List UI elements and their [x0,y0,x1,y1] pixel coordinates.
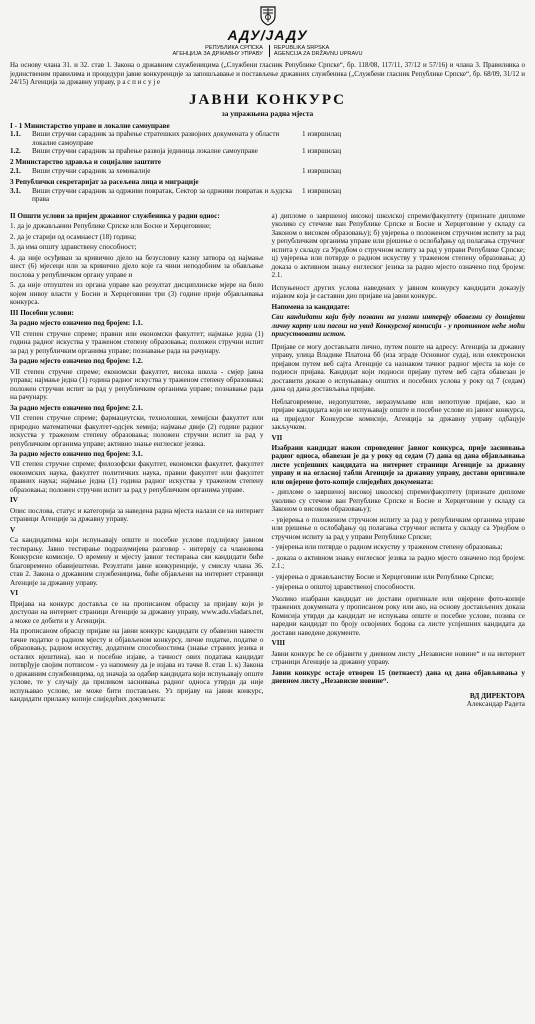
intro-paragraph: На основу члана 31. и 32. став 1. Закона о државним службеницима („Службени гласник Републике Српске“, бр. 118/08, 117/11, 37/12 и 57/16) и члана 3. Правилника о јединственим правилима и процедури јавне конкуренције за запошљавање и постављење државних службеника („Службени гласник Републике Српске“, бр. 68/09, 31/12 и 24/15) Агенција за државну управу, р а с п и с у ј е [10,61,525,86]
section-4-title: IV [10,496,18,505]
position-text: Виши стручни сарадник за хемикалије [32,166,151,175]
selected-document-item: - увјерења о држављанству Босне и Херцеговине или Републике Српске; [271,572,494,581]
section-8-bold: Јавни конкурс остаје отворен 15 (петнаест) дана од дана објављивања у дневном листу „Независне новине“. [271,668,525,686]
ministry-heading: I - 1 Министарство управе и локалне самоуправе [10,121,170,130]
page-subtitle: за упражњена радна мјеста [221,108,314,118]
special-condition-text: VII степен стручне спреме; филозофски факултет, економски факултет, факултет економских наука, факултет политичких наука, правни факултет или факултет правних наука; најмање једна (1) година радног искуства у траженом степену образовања; положен стручни испит за рад у републичким органима управе. [10,460,264,494]
special-condition-head: За радно мјесто означено под бројем: 1.2. [10,357,143,366]
agency-logo: АДУ/ЈАДУ [227,27,308,43]
section-6-text-2: На прописаном обрасцу пријаве на јавни конкурс кандидати су обавезни навести тачне податке о радном мјесту и објављеном конкурсу, личне податке, податке о образовању, радном искуству, додатним способностима (знање страних језика и осталих вјештина), као и посебне изјаве, а тачност ових података кандидат потврђује својим потписом - уз напомену да је изјава из тачке 8. став 1. к) Закона о државним службеницима, од значаја за одабир кандидата који испуњавају опште услове, те у случају да приликом заснивања радног односа утврди да није испуњавао услове, не може бити постављен. Уз пријаву на јавни конкурс, кандидати прилажу копије слиједећих докумената: [10,627,264,704]
agency-name-cyr-1: РЕПУБЛИКА СРПСКА [205,44,263,51]
position-count: 1 извршилац [302,166,342,175]
general-condition: 1. да је држављанин Републике Српске или Босне и Херцеговине; [10,222,212,231]
note-text: Испуњеност других услова наведених у јавном конкурсу кандидати доказују изјавом која је саставни дио пријаве на јавни конкурс. [271,283,525,301]
section-3-title: III Посебни услови: [10,308,74,317]
delivery-text: Пријаве се могу достављати лично, путем поште на адресу: Агенција за државну управу, улица Владике Платона бб (иза зграде Основног суда), или електронски пријавом путем веб сајта Агенције са назнаком тачног радног мјеста за које се подноси пријава. Кандидат који подноси пријаву путем веб сајта обавезан је доставити доказе о испуњавању општих и посебних услова у року од 7 (седам) дана од дана достављања пријаве. [271,342,525,394]
position-text: Виши стручни сарадник за праћење развоја јединица локалне самоуправе [32,146,258,155]
position-num: 3.1. [10,186,21,195]
special-condition-head: За радно мјесто означено под бројем: 3.1. [10,450,143,458]
position-row [10,130,525,147]
signature [272,692,526,709]
note-heading: Напомена за кандидате: [271,302,350,311]
general-condition: 5. да није отпуштен из органа управе као резултат дисциплинске мјере на било којем нивоу власти у Босни и Херцеговини три (3) године прије објављивања конкурса. [10,281,264,307]
position-count: 1 извршилац [302,186,342,195]
general-conditions-list [10,222,264,306]
position-text: Виши стручни сарадник за праћење стратешких развојних докумената у области локалне самоуправе [32,130,280,147]
section-6-title: VI [10,589,18,598]
special-condition-head: За радно мјесто означено под бројем: 1.1. [10,319,143,328]
selected-document-item: - дипломе о завршеној високој школској спреми/факултету (признате дипломе уколико су стечене ван Републике Српске и Босне и Херцеговине у складу са Законом о високом образовању); [271,488,525,514]
ministry-heading: 2 Министарство здравља и социјалне заштите [10,158,161,167]
position-num: 2.1. [10,166,21,175]
page-title: ЈАВНИ КОНКУРС [188,92,347,109]
selected-document-item: - увјерења о положеном стручном испиту за рад у републичким органима управе или рјешење о ослобађању од полагања стручног испита у складу са Уредбом о стручном испиту за рад у управи Републике Српске; [271,515,525,541]
section-7-tail: Уколико изабрани кандидат не достави оригинале или овјерене фото-копије тражених докумената у прописаном року или ако, на основу достављених доказа Комисија утврди да кандидат не испуњава опште и посебне услове, позива се наредни кандидат по броју освојених бодова са листе успјешних кандидата да достави наведене документе. [271,594,525,637]
note-italic: Сви кандидати који буду позвани на улазни интервју обавезни су донијети личну карту или пасош на увид Конкурсној комисији - у противном неће моћи присуствовати истом. [271,313,525,339]
general-condition: 3. да има општу здравствену способност; [10,243,137,252]
incomplete-text: Неблаговремене, недопуштене, неразумљиве или непотпуне пријаве, као и пријаве кандидата који не испуњавају опште и посебне услове из јавног конкурса, на приједлог Конкурсне комисије, Агенција за државну управу одбацује закључком. [271,397,525,432]
agency-name [10,45,525,58]
special-conditions-list [10,319,264,494]
position-count: 1 извршилац [302,130,342,139]
position-row [10,187,525,204]
signature-name: Александар Радета [466,700,525,709]
position-num: 1.1. [10,130,21,139]
general-condition: 4. да није осуђиван за кривично дјело на безусловну казну затвора од најмање шест (6) мјесеци или за кривично дјело које га чини неподобним за обављање послова у републичком органу управе и [10,253,264,279]
header [10,4,525,57]
agency-name-cyr-2: АГЕНЦИЈА ЗА ДРЖАВНУ УПРАВУ [172,50,263,57]
body-columns [10,212,525,709]
section-7-title: VII [271,433,283,442]
signature-title: ВД ДИРЕКТОРА [469,691,525,700]
section-5-title: V [10,525,16,534]
special-condition-text: VII степен стручне спреме; фармацеутски, технолошки, хемијски факултет или природно математички факултет-одсјек хемија; најмање двије (2) године радног искуства у траженом степену образовања; положен стручни испит за рад у републичким органима управе; активно знање енглеског језика. [10,414,264,448]
agency-name-lat-1: REPUBLIKA SRPSKA [273,44,330,51]
ministry-heading: 3 Републички секретаријат за расељена лица и миграције [10,178,199,187]
section-6-text: Пријава на конкурс доставља се на прописаном обрасцу за пријаву који је доступан на интернет страници Агенције за државну управу, www.adu.vladars.net, а може се добити и у Агенцији. [10,599,264,625]
position-row [10,167,525,175]
agency-name-lat-2: AGENCIJA ZA DRŽAVNU UPRAVU [273,50,363,57]
position-row [10,147,525,155]
section-4-text: Опис послова, статус и категорија за наведена радна мјеста налази се на интернет страници Агенције за државну управу. [10,506,264,524]
coat-of-arms-icon [257,4,279,26]
position-text: Виши стручни сарадник за одрживи повратак, Сектор за одрживи повратак и људска права [32,186,292,204]
section-8-title: VIII [271,639,286,648]
special-condition-head: За радно мјесто означено под бројем: 2.1. [10,403,143,412]
general-condition: 2. да је старији од осамнаест (18) година; [10,232,137,241]
selected-document-item: - увјерења или потврде о радном искуству у траженом степену образовања; [271,543,503,552]
documents-text: а) дипломе о завршеној високој школској спреми/факултету (признате дипломе уколико су стечене ван Републике Српске и Босне и Херцеговине у складу са Законом о високом образовању); б) увјерења о положеном стручном испиту за рад у републичким органима управе или рјешење о ослобађању од полагања стручног испита у складу са Уредбом о стручном испиту за рад у управи Републике Српске; ц) увјерења или потврде о радном искуству у траженом степену образовања; д) доказа о активном знању енглеског језика за радно мјесто означено под бројем: 2.1. [271,211,525,280]
special-condition-text: VII степен стручне спреме; економски факултет, висока школа - смјер јавна управа; најмање једна (1) година радног искуства у траженом степену образовања; положен стручни испит за рад у републичким органима управе; познавање рада на рачунару. [10,367,264,402]
position-count: 1 извршилац [302,146,342,155]
section-2-title: II Општи услови за пријем државног службеника у радни однос: [10,211,220,220]
section-8-text: Јавни конкурс ће се објавити у дневном листу „Независне новине“ и на интернет страници Агенције за државну управу. [271,649,525,667]
position-num: 1.2. [10,146,21,155]
left-column [10,212,264,709]
section-7-head: Изабрани кандидат након спроведеног јавног конкурса, прије заснивања радног односа, обавезан је да у року од седам (7) дана од дана објављивања листе успјешних кандидата на интернет страници Агенције за државну управу и на огласној табли Агенције за државну управу, достави оригинале или овјерене фото-копије слиједећих докумената: [271,444,525,486]
positions-list [10,122,525,204]
selected-document-item: - доказа о активном знању енглеског језика за радно мјесто означено под бројем: 2.1.; [271,553,525,571]
selected-document-item: - увјерења о општој здравственој способности. [271,583,416,592]
section-5-text: Са кандидатима који испуњавају опште и посебне услове подлијежу јавном тестирању. Јавно тестирање подразумијева разговор - интервју са члановима Конкурсне комисије. О времену и мјесту јавног тестирања сви кандидати биће благовремено обавијештени. Резултати јавне конкуренције, у смислу члана 36. став 2. Закона о државним службеницима, биће објављени на интернет страници Агенције за државну управу. [10,536,264,587]
selected-documents-list [272,488,526,591]
right-column [272,212,526,709]
special-condition-text: VII степен стручне спреме; правни или економски факултет; најмање једна (1) година радног искуства у траженом степену образовања; положен стручни испит за рад у републичким органима управе; познавање рада на рачунару. [10,329,264,355]
